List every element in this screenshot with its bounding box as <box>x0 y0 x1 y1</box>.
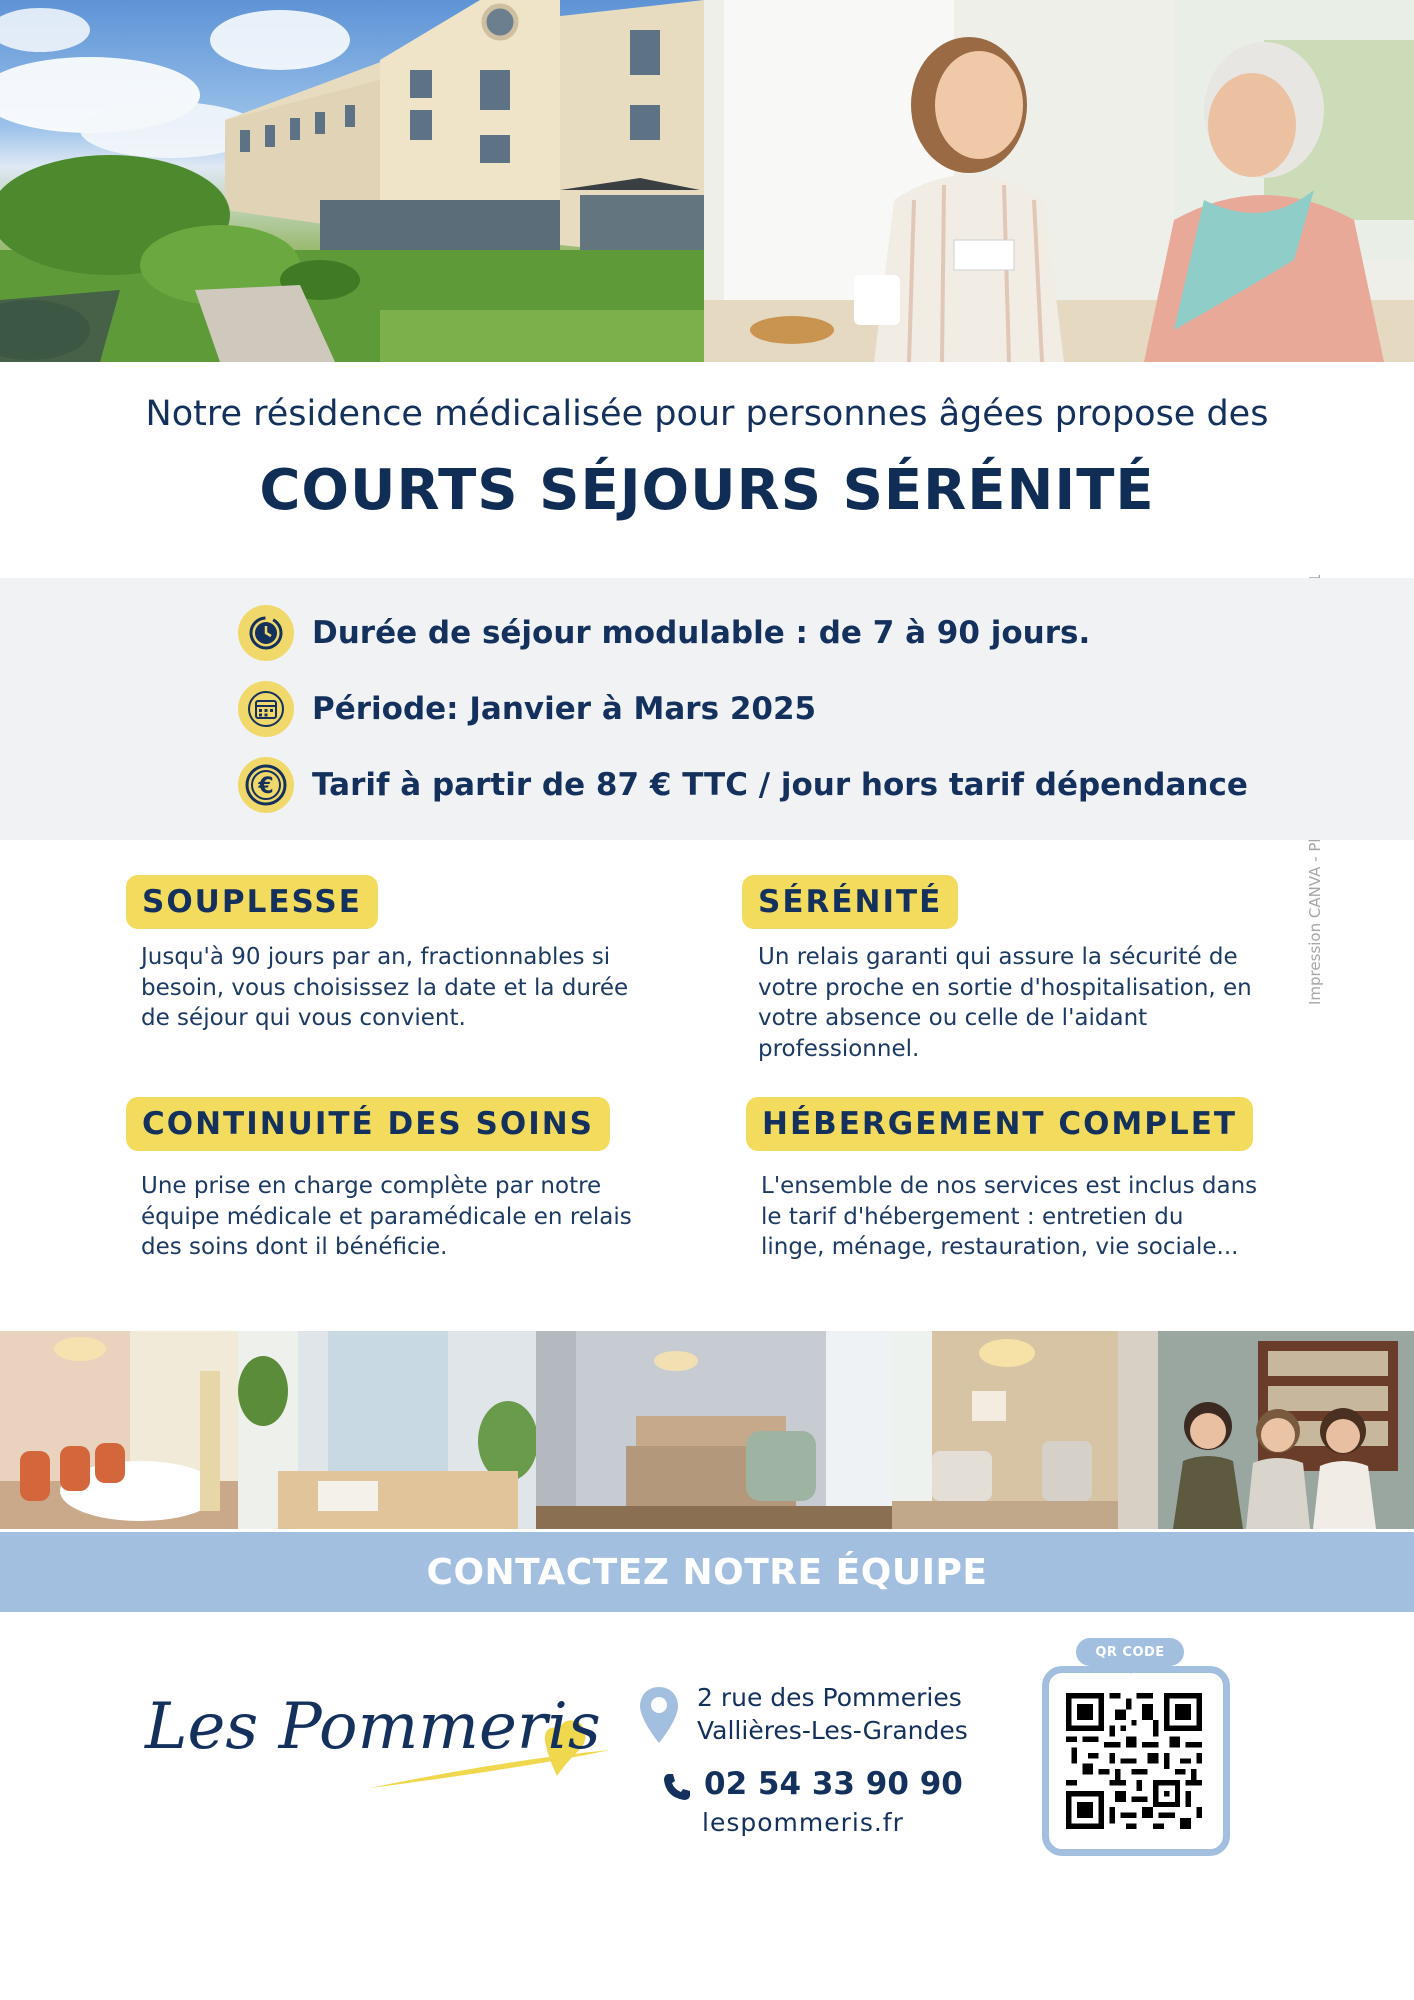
feature-title-souplesse: SOUPLESSE <box>126 875 378 929</box>
clock-icon <box>238 605 294 661</box>
feature-desc-serenite <box>758 942 1278 1064</box>
bedroom-photo <box>536 1331 892 1529</box>
lounge-photo <box>892 1331 1118 1529</box>
desc-line: Jusqu'à 90 jours par an, fractionnables si <box>141 944 611 970</box>
desc-line: Une prise en charge complète par notre <box>141 1173 602 1199</box>
desc-line: de séjour qui vous convient. <box>141 1005 466 1031</box>
fact-price <box>238 757 1248 813</box>
address-line: Vallières-Les-Grandes <box>697 1716 968 1745</box>
phone-icon <box>662 1772 692 1806</box>
fact-period <box>238 681 816 737</box>
desc-line: linge, ménage, restauration, vie sociale... <box>761 1234 1239 1260</box>
desc-line: des soins dont il bénéficie. <box>141 1234 448 1260</box>
feature-title-serenite: SÉRÉNITÉ <box>742 875 958 929</box>
website-link[interactable]: lespommeris.fr <box>702 1808 904 1837</box>
entrance-decor-photo <box>238 1331 536 1529</box>
desc-line: L'ensemble de nos services est inclus dans <box>761 1173 1258 1199</box>
page-title: COURTS SÉJOURS SÉRÉNITÉ <box>259 458 1155 523</box>
desc-line: votre absence ou celle de l'aidant <box>758 1005 1148 1031</box>
location-pin-icon <box>638 1685 680 1749</box>
address-line: 2 rue des Pommeries <box>697 1683 962 1712</box>
qr-code[interactable] <box>1066 1693 1202 1829</box>
desc-line: votre proche en sortie d'hospitalisation, en <box>758 974 1252 1001</box>
phone-number[interactable]: 02 54 33 90 90 <box>704 1766 963 1802</box>
address <box>697 1681 968 1747</box>
feature-title-continuite: CONTINUITÉ DES SOINS <box>126 1097 610 1151</box>
caregiver-resident-photo <box>704 0 1414 362</box>
euro-icon <box>238 757 294 813</box>
feature-desc-souplesse <box>141 942 661 1034</box>
fact-text: Durée de séjour modulable : de 7 à 90 jours. <box>312 615 1091 651</box>
desc-line: le tarif d'hébergement : entretien du <box>761 1203 1184 1230</box>
residence-building-photo <box>0 0 704 362</box>
qr-arrow <box>1123 1665 1139 1674</box>
feature-title-hebergement: HÉBERGEMENT COMPLET <box>746 1097 1253 1151</box>
desc-line: professionnel. <box>758 1035 920 1062</box>
hero-photos <box>0 0 1414 362</box>
fact-text: Tarif à partir de 87 € TTC / jour hors tarif dépendance <box>312 767 1248 803</box>
logo-text: Les Pommeris <box>145 1690 601 1764</box>
fact-text: Période: Janvier à Mars 2025 <box>312 691 817 727</box>
qr-label: QR CODE <box>1076 1638 1184 1666</box>
pommeris-logo <box>145 1680 615 1810</box>
contact-heading: CONTACTEZ NOTRE ÉQUIPE <box>0 1532 1414 1612</box>
feature-desc-continuite <box>141 1171 661 1263</box>
feature-desc-hebergement <box>761 1171 1281 1263</box>
svg-text:€: € <box>258 774 274 799</box>
calendar-icon <box>238 681 294 737</box>
desc-line: Un relais garanti qui assure la sécurité de <box>758 944 1238 970</box>
fact-duration <box>238 605 1090 661</box>
team-photo <box>1118 1331 1414 1529</box>
photo-gallery <box>0 1331 1414 1529</box>
desc-line: besoin, vous choisissez la date et la durée <box>141 974 629 1001</box>
dining-room-photo <box>0 1331 238 1529</box>
desc-line: équipe médicale et paramédicale en relais <box>141 1203 632 1230</box>
intro-text: Notre résidence médicalisée pour personnes âgées propose des <box>145 394 1269 434</box>
